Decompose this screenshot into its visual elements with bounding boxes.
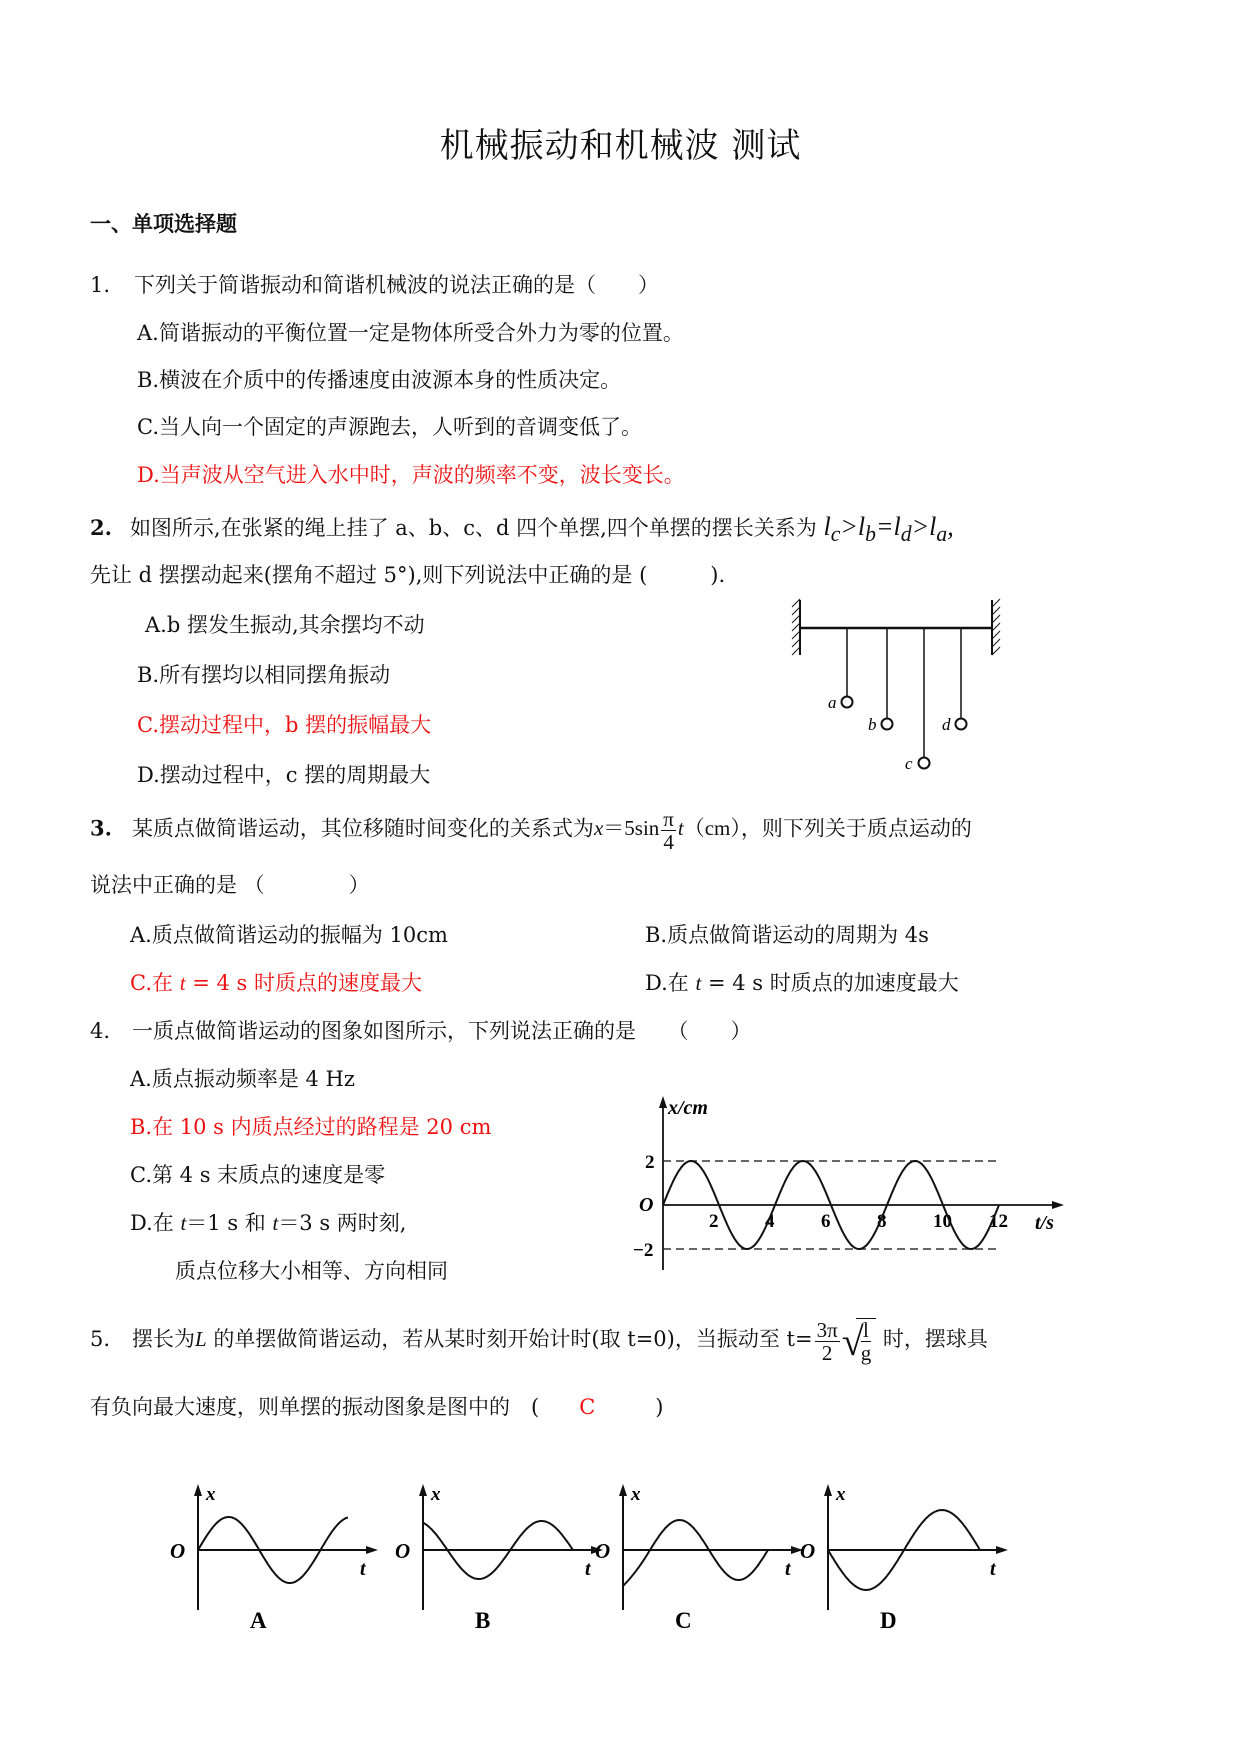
origin-label: O [800, 1539, 816, 1563]
svg-text:a: a [828, 693, 837, 712]
q1-stem [90, 270, 659, 300]
x-tick-label: 6 [821, 1211, 831, 1232]
q5-stem-line2: 有负向最大速度，则单摆的振动图象是图中的 ( C ) [90, 1395, 664, 1419]
graph-option-b [395, 1484, 603, 1633]
q3-option-a: A.质点做简谐运动的振幅为 10cm [130, 923, 448, 947]
x-tick-label: 8 [877, 1211, 887, 1232]
x-tick-label: 10 [933, 1211, 952, 1232]
q1-option-b: B.横波在介质中的传播速度由波源本身的性质决定。 [137, 368, 622, 392]
graph-label: C [675, 1608, 692, 1633]
graph-option-a [170, 1484, 378, 1633]
x-axis-label: t/s [1035, 1212, 1054, 1234]
q3-stem-line2: 说法中正确的是 （ ） [90, 873, 370, 897]
y-tick-label: −2 [633, 1240, 654, 1261]
q4-stem: 4. 一质点做简谐运动的图象如图所示，下列说法正确的是 （ ） [90, 1019, 752, 1043]
q1-number: 1. [90, 273, 111, 297]
origin-label: O [395, 1539, 411, 1563]
pendulum-b [868, 628, 893, 734]
x-axis-label: x [206, 1484, 216, 1505]
q3-option-d: D.在 t = 4 s 时质点的加速度最大 [645, 971, 959, 995]
q5-graph-options [150, 1470, 1100, 1640]
t-axis-label: t [785, 1558, 791, 1580]
left-wall [792, 599, 800, 655]
page-title: 机械振动和机械波 测试 [439, 126, 802, 166]
q4-option-c: C.第 4 s 末质点的速度是零 [130, 1163, 386, 1187]
q1-stem-text: 下列关于简谐振动和简谐机械波的说法正确的是（ ） [134, 273, 660, 297]
q4-option-d: D.在 t＝1 s 和 t＝3 s 两时刻, [130, 1211, 407, 1235]
q2-option-c: C.摆动过程中，b 摆的振幅最大 [137, 713, 432, 737]
t-axis-label: t [990, 1558, 996, 1580]
x-axis-label: x [836, 1484, 846, 1505]
q2-number: 2. [90, 515, 112, 540]
origin-label: O [170, 1539, 186, 1563]
graph-option-c [595, 1484, 803, 1633]
pendulum-d [942, 628, 967, 734]
x-tick-label: 2 [709, 1211, 719, 1232]
arrow-up-icon [619, 1484, 627, 1496]
graph-label: D [880, 1608, 897, 1633]
q3-stem-line1: 3. 某质点做简谐运动，其位移随时间变化的关系式为x＝5sin $\frac{\pi}{4}$ t（cm），则下列关于质点运动的 [90, 807, 972, 854]
pendulum-figure [790, 595, 1015, 775]
q4-number: 4. [90, 1019, 111, 1043]
t-axis-label: t [360, 1558, 366, 1580]
section-heading: 一、单项选择题 [90, 211, 237, 236]
q3-number: 3. [90, 815, 112, 841]
q1-option-a: A.简谐振动的平衡位置一定是物体所受合外力为零的位置。 [137, 321, 684, 345]
x-axis-arrow-icon [1052, 1201, 1064, 1209]
displacement-time-chart [620, 1090, 1090, 1280]
q2-option-a: A.b 摆发生振动,其余摆均不动 [145, 613, 425, 637]
x-axis-label: x [431, 1484, 441, 1505]
q4-option-b: B.在 10 s 内质点经过的路程是 20 cm [130, 1115, 492, 1139]
arrow-up-icon [419, 1484, 427, 1496]
origin-label: O [639, 1194, 654, 1216]
q1-option-c: C.当人向一个固定的声源跑去，人听到的音调变低了。 [137, 415, 642, 439]
arrow-up-icon [824, 1484, 832, 1496]
q4-option-d-line2: 质点位移大小相等、方向相同 [175, 1259, 448, 1283]
x-axis-label: x [631, 1484, 641, 1505]
vibration-curve [623, 1520, 768, 1586]
arrow-right-icon [996, 1546, 1008, 1554]
q3-option-b: B.质点做简谐运动的周期为 4s [645, 923, 929, 947]
svg-text:d: d [942, 715, 951, 734]
q2-stem-line2: 先让 d 摆摆动起来(摆角不超过 5°),则下列说法中正确的是 ( ). [90, 563, 726, 587]
graph-option-d [800, 1484, 1008, 1633]
q2-length-relation: $l_c>l_b=l_d>l_a$, [823, 512, 954, 547]
x-tick-label: 12 [989, 1211, 1008, 1232]
q1-option-d: D.当声波从空气进入水中时，声波的频率不变，波长变长。 [137, 463, 685, 487]
q4-option-a: A.质点振动频率是 4 Hz [130, 1067, 355, 1091]
q2-option-b: B.所有摆均以相同摆角振动 [137, 663, 391, 687]
q5-formula: $\frac{3\pi}{2}$ √ $\frac{l}{g}$ [813, 1327, 877, 1351]
q3-formula: x＝5sin $\frac{\pi}{4}$ t（cm） [593, 807, 741, 854]
svg-text:c: c [905, 754, 913, 773]
q3-option-c: C.在 t = 4 s 时质点的速度最大 [130, 971, 422, 995]
arrow-up-icon [194, 1484, 202, 1496]
svg-text:b: b [868, 715, 877, 734]
t-axis-label: t [585, 1558, 591, 1580]
y-tick-label: 2 [645, 1152, 655, 1173]
q2-option-d: D.摆动过程中，c 摆的周期最大 [137, 763, 431, 787]
y-axis-label: x/cm [668, 1097, 708, 1119]
q5-answer: C [579, 1395, 596, 1419]
pendulum-c [905, 628, 930, 773]
right-wall [992, 599, 1000, 655]
x-tick-label: 4 [765, 1211, 775, 1232]
q2-stem-line1: 2. 如图所示,在张紧的绳上挂了 a、b、c、d 四个单摆,四个单摆的摆长关系为 $l_c>l_b=l_d>l_a$, [90, 512, 954, 547]
origin-label: O [595, 1539, 611, 1563]
y-axis-arrow-icon [659, 1096, 667, 1108]
pendulum-a [828, 628, 853, 712]
q5-number: 5. [90, 1326, 111, 1351]
graph-label: B [475, 1608, 491, 1633]
graph-label: A [250, 1608, 267, 1633]
arrow-right-icon [366, 1546, 378, 1554]
q5-stem-line1: 5. 摆长为L 的单摆做简谐运动，若从某时刻开始计时(取 t=0)，当振动至 t= $\frac{3\pi}{2}$ √ $\frac{l}{g}$ 时，摆球具 [90, 1317, 988, 1365]
